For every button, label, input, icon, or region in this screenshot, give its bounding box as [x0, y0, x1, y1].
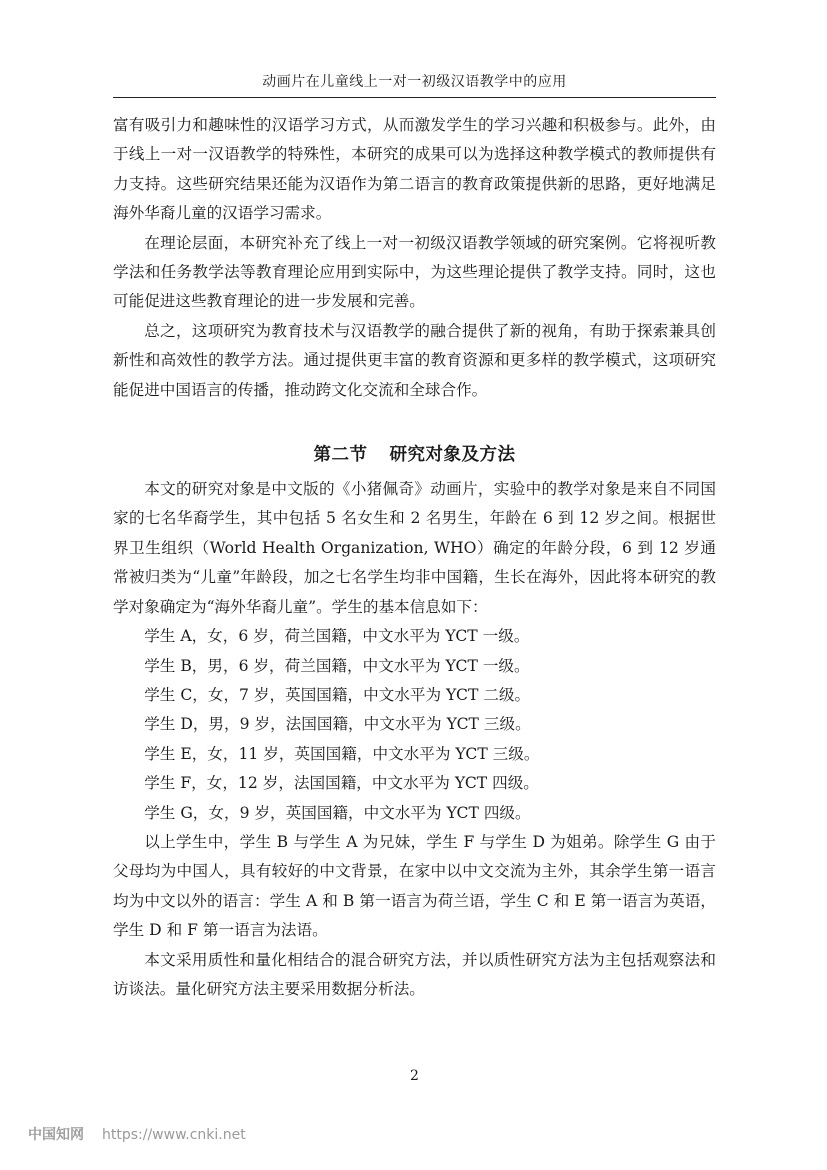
section-number: 第二节 [313, 445, 368, 466]
running-header: 动画片在儿童线上一对一初级汉语教学中的应用 [262, 74, 567, 90]
student-item-d: 学生 D，男，9 岁，法国国籍，中文水平为 YCT 三级。 [144, 715, 531, 734]
header-rule [113, 97, 716, 98]
cnki-watermark [28, 1125, 246, 1145]
section-paragraph-1: 本文的研究对象是中文版的《小猪佩奇》动画片，实验中的教学对象是来自不同国家的七名华裔学生，其中包括 5 名女生和 2 名男生，年龄在 6 到 12 岁之间。根据世界卫生组织（World Health Organization, WHO）确定的年龄分段，6 到 12 岁通常被归类为“儿童”年龄段，加之七名学生均非中国籍，生长在海外，因此将本研究的教学对象确定为“海外华裔儿童”。学生的基本信息如下： [113, 480, 716, 616]
student-list [113, 622, 716, 828]
section-heading [113, 443, 716, 467]
page-body [113, 111, 716, 1004]
section-paragraph-3: 本文采用质性和量化相结合的混合研究方法，并以质性研究方法为主包括观察法和访谈法。量化研究方法主要采用数据分析法。 [113, 950, 716, 998]
watermark-site-name: 中国知网 [28, 1127, 84, 1143]
student-item-g: 学生 G，女，9 岁，英国国籍，中文水平为 YCT 四级。 [144, 803, 531, 822]
student-item-e: 学生 E，女，11 岁，英国国籍，中文水平为 YCT 三级。 [144, 744, 540, 763]
intro-paragraph-2: 在理论层面，本研究补充了线上一对一初级汉语教学领域的研究案例。它将视听教学法和任务教学法等教育理论应用到实际中，为这些理论提供了教学支持。同时，这也可能促进这些教育理论的进一步发展和完善。 [113, 233, 716, 311]
student-item-a: 学生 A，女，6 岁，荷兰国籍，中文水平为 YCT 一级。 [144, 627, 530, 646]
intro-paragraph-3: 总之，这项研究为教育技术与汉语教学的融合提供了新的视角，有助于探索兼具创新性和高效性的教学方法。通过提供更丰富的教育资源和更多样的教学模式，这项研究能促进中国语言的传播，推动跨文化交流和全球合作。 [113, 321, 716, 399]
section-paragraph-2: 以上学生中，学生 B 与学生 A 为兄妹，学生 F 与学生 D 为姐弟。除学生 G 由于父母均为中国人，具有较好的中文背景，在家中以中文交流为主外，其余学生第一语言均为中文以外的语言：学生 A 和 B 第一语言为荷兰语，学生 C 和 E 第一语言为英语，学生 D 和 F 第一语言为法语。 [113, 832, 716, 940]
section-title: 研究对象及方法 [389, 445, 516, 466]
watermark-url: https://www.cnki.net [102, 1127, 246, 1143]
student-item-c: 学生 C，女，7 岁，英国国籍，中文水平为 YCT 二级。 [144, 685, 531, 704]
student-item-b: 学生 B，男，6 岁，荷兰国籍，中文水平为 YCT 一级。 [144, 656, 530, 675]
intro-paragraph-1: 富有吸引力和趣味性的汉语学习方式，从而激发学生的学习兴趣和积极参与。此外，由于线上一对一汉语教学的特殊性，本研究的成果可以为选择这种教学模式的教师提供有力支持。这些研究结果还能为汉语作为第二语言的教育政策提供新的思路，更好地满足海外华裔儿童的汉语学习需求。 [113, 116, 716, 223]
page-number: 2 [410, 1068, 419, 1084]
student-item-f: 学生 F，女，12 岁，法国国籍，中文水平为 YCT 四级。 [144, 774, 539, 793]
